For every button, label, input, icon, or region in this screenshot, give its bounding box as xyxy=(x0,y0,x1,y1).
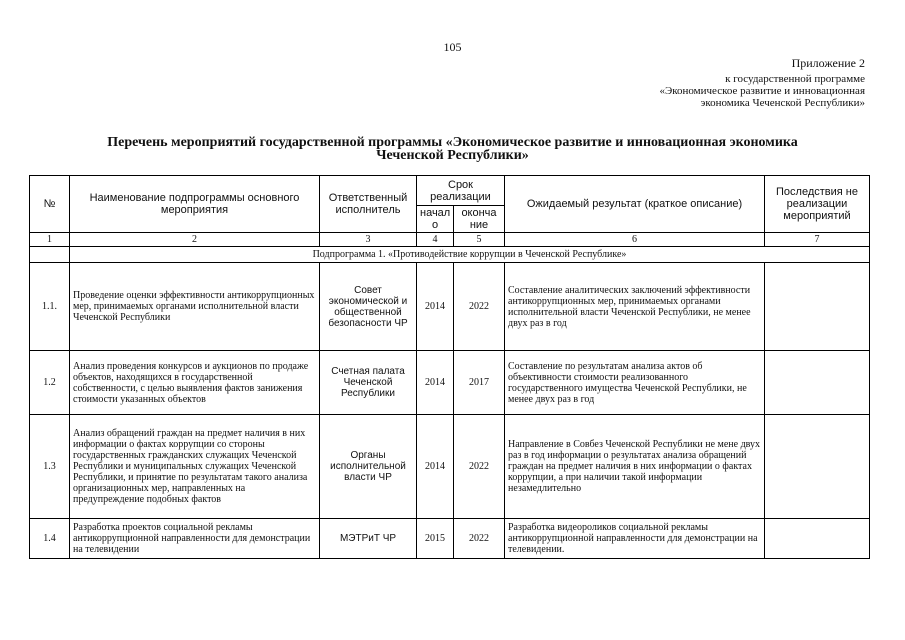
row-result: Направление в Совбез Чеченской Республики не мене двух раз в год информации о результатах анализа обращений граждан на предмет наличия в них информации о фактах коррупции, а при наличии такой информации незамедлительно xyxy=(505,415,765,519)
header-num: № xyxy=(30,176,70,233)
column-number: 1 xyxy=(30,233,70,247)
column-number: 4 xyxy=(417,233,454,247)
header-end: оконча ние xyxy=(454,206,505,233)
document-title xyxy=(60,136,845,162)
row-consequences xyxy=(765,263,870,351)
table-row xyxy=(30,351,870,415)
header-start: начал о xyxy=(417,206,454,233)
document-title-line: Перечень мероприятий государственной программы «Экономическое развитие и инновационная экономика xyxy=(107,135,798,150)
row-start: 2014 xyxy=(417,263,454,351)
row-consequences xyxy=(765,351,870,415)
column-number: 7 xyxy=(765,233,870,247)
row-end: 2017 xyxy=(454,351,505,415)
row-responsible: Счетная палата Чеченской Республики xyxy=(320,351,417,415)
subprogram-spacer xyxy=(30,247,70,263)
header-responsible: Ответственный исполнитель xyxy=(320,176,417,233)
row-name: Анализ обращений граждан на предмет наличия в них информации о фактах коррупции со стороны государственных гражданских служащих Чеченской Республики и муниципальных служащих Чеченской Республики, и принятие по результатам такого анализа организационных мер, направленных на предупреждение подобных фактов xyxy=(70,415,320,519)
row-num: 1.1. xyxy=(30,263,70,351)
header-result: Ожидаемый результат (краткое описание) xyxy=(505,176,765,233)
row-responsible: Совет экономической и общественной безопасности ЧР xyxy=(320,263,417,351)
header-consequences: Последствия не реализации мероприятий xyxy=(765,176,870,233)
row-name: Проведение оценки эффективности антикоррупционных мер, принимаемых органами исполнительной власти Чеченской Республики xyxy=(70,263,320,351)
row-name: Анализ проведения конкурсов и аукционов по продаже объектов, находящихся в государственной собственности, с целью выявления фактов занижения стоимости указанных объектов xyxy=(70,351,320,415)
row-consequences xyxy=(765,519,870,559)
appendix-subtitle-line: экономика Чеченской Республики» xyxy=(700,97,865,109)
row-responsible: МЭТРиТ ЧР xyxy=(320,519,417,559)
appendix-subtitle xyxy=(659,73,865,109)
column-number: 3 xyxy=(320,233,417,247)
header-term: Срок реализации xyxy=(417,176,505,206)
table-row xyxy=(30,263,870,351)
appendix-subtitle-line: к государственной программе xyxy=(725,73,865,85)
row-end: 2022 xyxy=(454,519,505,559)
row-num: 1.3 xyxy=(30,415,70,519)
column-numbers-row xyxy=(30,233,870,247)
row-start: 2015 xyxy=(417,519,454,559)
row-result: Разработка видеороликов социальной рекламы антикоррупционной направленности для демонстрации на телевидении. xyxy=(505,519,765,559)
column-number: 6 xyxy=(505,233,765,247)
header-name: Наименование подпрограммы основного мероприятия xyxy=(70,176,320,233)
row-name: Разработка проектов социальной рекламы антикоррупционной направленности для демонстрации на телевидении xyxy=(70,519,320,559)
subprogram-title: Подпрограмма 1. «Противодействие коррупции в Чеченской Республике» xyxy=(70,247,870,263)
measures-table xyxy=(29,175,870,559)
table-row xyxy=(30,519,870,559)
row-num: 1.2 xyxy=(30,351,70,415)
row-end: 2022 xyxy=(454,263,505,351)
column-number: 5 xyxy=(454,233,505,247)
row-end: 2022 xyxy=(454,415,505,519)
row-start: 2014 xyxy=(417,351,454,415)
row-result: Составление аналитических заключений эффективности антикоррупционных мер, принимаемых органами исполнительной власти Чеченской Республики, не менее двух раз в год xyxy=(505,263,765,351)
row-result: Составление по результатам анализа актов об объективности стоимости реализованного государственного имущества Чеченской Республики, не менее двух раз в год xyxy=(505,351,765,415)
row-start: 2014 xyxy=(417,415,454,519)
row-num: 1.4 xyxy=(30,519,70,559)
row-responsible: Органы исполнительной власти ЧР xyxy=(320,415,417,519)
document-title-line: Чеченской Республики» xyxy=(376,148,529,163)
row-consequences xyxy=(765,415,870,519)
subprogram-row xyxy=(30,247,870,263)
column-number: 2 xyxy=(70,233,320,247)
appendix-subtitle-line: «Экономическое развитие и инновационная xyxy=(659,85,865,97)
table-row xyxy=(30,415,870,519)
page-number: 105 xyxy=(443,40,462,54)
appendix-title: Приложение 2 xyxy=(791,56,865,70)
